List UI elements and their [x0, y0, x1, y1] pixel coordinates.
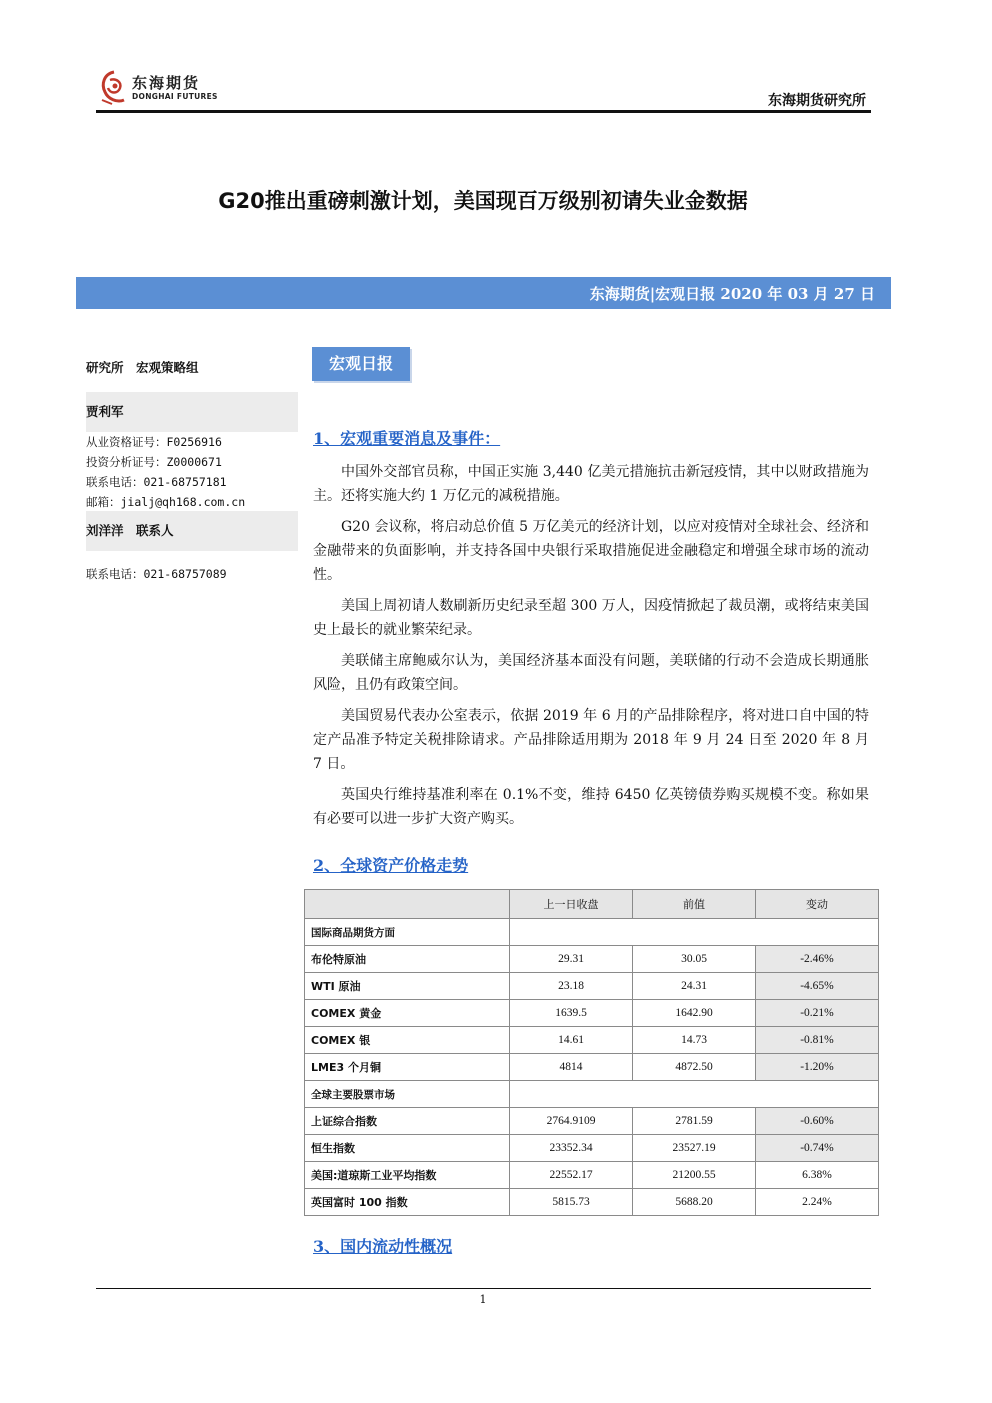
change-pct: -2.46%	[756, 946, 879, 973]
asset-name: 美国:道琼斯工业平均指数	[305, 1162, 510, 1189]
date-banner	[76, 277, 891, 309]
category-label: 全球主要股票市场	[305, 1081, 510, 1108]
asset-name: LME3 个月铜	[305, 1054, 510, 1081]
logo-english-text: DONGHAI FUTURES	[132, 92, 218, 101]
category-empty-cell	[510, 1081, 879, 1108]
prior-value: 23527.19	[633, 1135, 756, 1162]
news-paragraph: G20 会议称，将启动总价值 5 万亿美元的经济计划，以应对疫情对全球社会、经济和金融带来的负面影响，并支持各国中央银行采取措施促进金融稳定和增强全球市场的流动性。	[313, 519, 869, 583]
report-type-tag: 宏观日报	[312, 347, 410, 381]
news-paragraph: 中国外交部官员称，中国正实施 3,440 亿美元措施抗击新冠疫情，其中以财政措施为主。还将实施大约 1 万亿元的减税措施。	[313, 464, 869, 504]
report-title: G20推出重磅刺激计划，美国现百万级别初请失业金数据	[218, 189, 748, 213]
change-pct: 6.38%	[756, 1162, 879, 1189]
asset-name: COMEX 黄金	[305, 1000, 510, 1027]
table-row	[305, 1162, 879, 1189]
section1-title: 1、宏观重要消息及事件：	[313, 429, 501, 448]
analyst1-phone: 联系电话：021-68757181	[86, 475, 227, 489]
analyst1-qualification: 从业资格证号：F0256916	[86, 435, 222, 449]
table-row	[305, 1000, 879, 1027]
prior-value: 5688.20	[633, 1189, 756, 1216]
change-pct: 2.24%	[756, 1189, 879, 1216]
table-header-cell: 变动	[756, 890, 879, 919]
table-row	[305, 1189, 879, 1216]
asset-name: 英国富时 100 指数	[305, 1189, 510, 1216]
news-paragraph: 美国贸易代表办公室表示，依据 2019 年 6 月的产品排除程序，将对进口自中国的特定产品准予特定关税排除请求。产品排除适用期为 2018 年 9 月 24 日至 2020 年 8 月 7 日。	[313, 708, 869, 772]
change-pct: -0.81%	[756, 1027, 879, 1054]
banner-text: 东海期货|宏观日报 2020 年 03 月 27 日	[589, 285, 875, 303]
table-row	[305, 1135, 879, 1162]
prior-value: 2781.59	[633, 1108, 756, 1135]
change-pct: -0.60%	[756, 1108, 879, 1135]
header-divider	[96, 110, 871, 113]
news-paragraph: 美国上周初请人数刷新历史纪录至超 300 万人，因疫情掀起了裁员潮，或将结束美国史上最长的就业繁荣纪录。	[313, 598, 869, 638]
change-pct: -0.74%	[756, 1135, 879, 1162]
table-category-row	[305, 1081, 879, 1108]
prev-close: 23352.34	[510, 1135, 633, 1162]
table-header-cell	[305, 890, 510, 919]
logo-chinese-text: 东海期货	[132, 74, 201, 92]
dragon-logo-icon	[98, 70, 130, 106]
analyst2-phone: 联系电话：021-68757089	[86, 567, 227, 581]
prev-close: 23.18	[510, 973, 633, 1000]
table-row	[305, 1108, 879, 1135]
table-row	[305, 946, 879, 973]
section1-body	[313, 460, 869, 831]
analyst1-invest-cert: 投资分析证号：Z0000671	[86, 455, 222, 469]
asset-name: 布伦特原油	[305, 946, 510, 973]
prior-value: 1642.90	[633, 1000, 756, 1027]
change-pct: -0.21%	[756, 1000, 879, 1027]
prev-close: 5815.73	[510, 1189, 633, 1216]
news-paragraph: 美联储主席鲍威尔认为，美国经济基本面没有问题，美联储的行动不会造成长期通胀风险，且仍有政策空间。	[313, 653, 869, 693]
prior-value: 24.31	[633, 973, 756, 1000]
asset-name: COMEX 银	[305, 1027, 510, 1054]
header-organization: 东海期货研究所	[768, 93, 866, 109]
footer-divider	[96, 1288, 871, 1289]
prior-value: 4872.50	[633, 1054, 756, 1081]
table-header-row	[305, 890, 879, 919]
category-empty-cell	[510, 919, 879, 946]
table-row	[305, 973, 879, 1000]
asset-name: 恒生指数	[305, 1135, 510, 1162]
asset-name: 上证综合指数	[305, 1108, 510, 1135]
table-row	[305, 1054, 879, 1081]
prev-close: 29.31	[510, 946, 633, 973]
change-pct: -1.20%	[756, 1054, 879, 1081]
analyst1-email[interactable]: 邮箱：jialj@qh168.com.cn	[86, 495, 246, 509]
prior-value: 14.73	[633, 1027, 756, 1054]
analyst1-name: 贾利军	[86, 392, 298, 432]
author-sidebar	[86, 352, 298, 852]
prev-close: 2764.9109	[510, 1108, 633, 1135]
prior-value: 21200.55	[633, 1162, 756, 1189]
prior-value: 30.05	[633, 946, 756, 973]
page-number: 1	[479, 1293, 487, 1306]
section2-title: 2、全球资产价格走势	[313, 856, 469, 875]
asset-price-table	[304, 889, 879, 1216]
asset-name: WTI 原油	[305, 973, 510, 1000]
table-category-row	[305, 919, 879, 946]
table-row	[305, 1027, 879, 1054]
department-label: 研究所 宏观策略组	[86, 360, 199, 375]
prev-close: 4814	[510, 1054, 633, 1081]
news-paragraph: 英国央行维持基准利率在 0.1%不变，维持 6450 亿英镑债券购买规模不变。称如果有必要可以进一步扩大资产购买。	[313, 787, 869, 827]
prev-close: 1639.5	[510, 1000, 633, 1027]
company-logo	[98, 68, 228, 108]
change-pct: -4.65%	[756, 973, 879, 1000]
table-header-cell: 上一日收盘	[510, 890, 633, 919]
prev-close: 22552.17	[510, 1162, 633, 1189]
prev-close: 14.61	[510, 1027, 633, 1054]
category-label: 国际商品期货方面	[305, 919, 510, 946]
table-header-cell: 前值	[633, 890, 756, 919]
analyst2-name: 刘洋洋 联系人	[86, 511, 298, 551]
section3-title: 3、国内流动性概况	[313, 1237, 453, 1256]
